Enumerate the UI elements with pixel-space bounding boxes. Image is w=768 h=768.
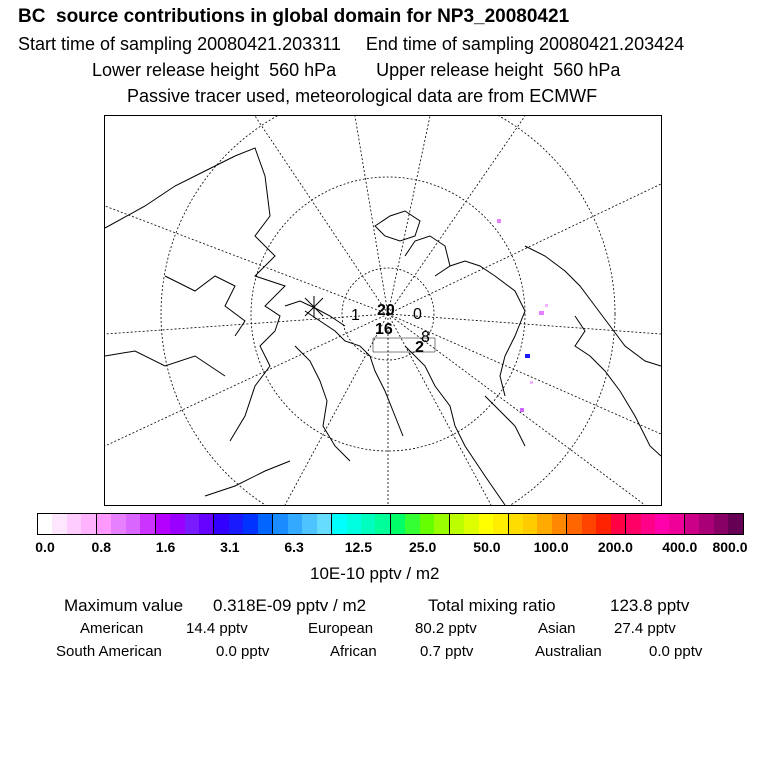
release-height-line: Lower release height 560 hPa Upper release height 560 hPa <box>92 60 621 80</box>
region-value-australian: 0.0 pptv <box>649 643 703 660</box>
colorbar-segment <box>626 514 640 534</box>
colorbar-segment <box>67 514 81 534</box>
region-value-african: 0.7 pptv <box>420 643 474 660</box>
region-name-south-american: South American <box>56 643 162 660</box>
region-name-european: European <box>308 620 374 637</box>
colorbar-segment <box>641 514 655 534</box>
colorbar-segment <box>288 514 302 534</box>
colorbar-tick-label: 0.0 <box>35 539 55 555</box>
trajectory-label: 0 <box>413 306 422 323</box>
colorbar-segment <box>317 514 332 534</box>
contribution-patches <box>497 219 548 412</box>
colorbar-segment <box>552 514 567 534</box>
polar-map <box>104 115 662 506</box>
colorbar-segment <box>156 514 170 534</box>
region-name-australian: Australian <box>535 643 602 660</box>
colorbar-segment <box>464 514 478 534</box>
colorbar-segment <box>347 514 361 534</box>
colorbar-segment <box>523 514 537 534</box>
sampling-point-marker <box>305 296 323 318</box>
colorbar-segment <box>714 514 728 534</box>
colorbar-segment <box>258 514 273 534</box>
trajectory-label: 2 <box>415 339 424 356</box>
colorbar-segment <box>537 514 551 534</box>
colorbar-segment <box>361 514 375 534</box>
colorbar-segment <box>699 514 713 534</box>
region-name-asian: Asian <box>538 620 576 637</box>
colorbar-segment <box>52 514 66 534</box>
sampling-time-line: Start time of sampling 20080421.203311 End time of sampling 20080421.203424 <box>18 34 685 54</box>
tracer-info-line: Passive tracer used, meteorological data are from ECMWF <box>127 86 598 106</box>
colorbar-segment <box>655 514 669 534</box>
trajectory-label: 8 <box>421 329 430 346</box>
colorbar-segment <box>97 514 111 534</box>
colorbar-tick-label: 800.0 <box>712 539 748 555</box>
colorbar-tick-label: 100.0 <box>533 539 569 555</box>
colorbar-segment <box>243 514 257 534</box>
colorbar <box>37 513 744 535</box>
colorbar-segment <box>405 514 419 534</box>
trajectory-label: 16 <box>375 321 393 338</box>
colorbar-tick-label: 200.0 <box>597 539 633 555</box>
colorbar-segment <box>434 514 449 534</box>
colorbar-segment <box>728 514 742 534</box>
colorbar-segment <box>669 514 684 534</box>
total-mixing-ratio-label: Total mixing ratio <box>428 596 556 615</box>
trajectory-labels <box>351 302 430 356</box>
colorbar-segment <box>302 514 316 534</box>
region-value-american: 14.4 pptv <box>186 620 248 637</box>
max-value-label: Maximum value <box>64 596 184 615</box>
colorbar-segment <box>479 514 493 534</box>
colorbar-segment <box>332 514 346 534</box>
colorbar-tick-label: 12.5 <box>344 539 372 555</box>
colorbar-segment <box>170 514 184 534</box>
colorbar-segment <box>229 514 243 534</box>
colorbar-segment <box>509 514 523 534</box>
colorbar-segment <box>199 514 214 534</box>
colorbar-segment <box>214 514 228 534</box>
colorbar-segment <box>685 514 699 534</box>
region-name-american: American <box>80 620 144 637</box>
colorbar-tick-label: 0.8 <box>91 539 111 555</box>
colorbar-segment <box>375 514 390 534</box>
colorbar-tick-label: 25.0 <box>409 539 437 555</box>
colorbar-segment <box>420 514 434 534</box>
colorbar-segment <box>596 514 610 534</box>
colorbar-segment <box>126 514 140 534</box>
colorbar-segment <box>567 514 581 534</box>
colorbar-segment <box>582 514 596 534</box>
region-value-south-american: 0.0 pptv <box>216 643 270 660</box>
total-mixing-ratio-value: 123.8 pptv <box>610 596 690 615</box>
colorbar-tick-label: 3.1 <box>220 539 240 555</box>
region-value-european: 80.2 pptv <box>415 620 477 637</box>
colorbar-segment <box>273 514 287 534</box>
colorbar-segment <box>81 514 96 534</box>
region-value-asian: 27.4 pptv <box>614 620 676 637</box>
colorbar-tick-label: 1.6 <box>155 539 176 555</box>
plot-title: BC source contributions in global domain for NP3_20080421 <box>18 6 570 27</box>
max-value: 0.318E-09 pptv / m2 <box>213 596 367 615</box>
colorbar-tick-label: 50.0 <box>473 539 501 555</box>
map-canvas <box>105 116 661 505</box>
region-name-african: African <box>330 643 377 660</box>
colorbar-segment <box>185 514 199 534</box>
colorbar-segment <box>140 514 155 534</box>
trajectory-label: 1 <box>351 307 360 324</box>
colorbar-segment <box>450 514 464 534</box>
colorbar-segment <box>38 514 52 534</box>
colorbar-segment <box>611 514 626 534</box>
colorbar-segment <box>493 514 508 534</box>
colorbar-segment <box>111 514 125 534</box>
colorbar-segment <box>391 514 405 534</box>
colorbar-tick-label: 400.0 <box>662 539 698 555</box>
colorbar-unit: 10E-10 pptv / m2 <box>310 564 440 583</box>
colorbar-tick-label: 6.3 <box>284 539 304 555</box>
trajectory-label: 20 <box>377 302 395 319</box>
